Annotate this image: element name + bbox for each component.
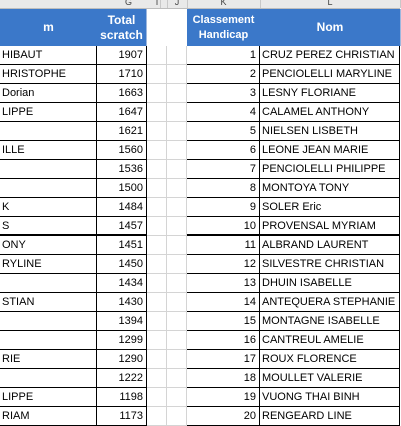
cell-total-scratch[interactable]: 1450 xyxy=(97,255,147,274)
cell-left-name[interactable]: K xyxy=(0,198,97,217)
table-row xyxy=(0,407,400,426)
cell-left-name[interactable] xyxy=(0,331,97,350)
cell-rank[interactable]: 3 xyxy=(187,84,260,103)
cell-empty-i[interactable] xyxy=(147,179,167,198)
cell-empty-j[interactable] xyxy=(167,65,187,84)
cell-empty-i[interactable] xyxy=(147,312,167,331)
cell-empty-i[interactable] xyxy=(147,103,167,122)
cell-left-name[interactable]: STIAN xyxy=(0,293,97,312)
cell-right-name[interactable]: PROVENSAL MYRIAM xyxy=(260,217,400,236)
cell-total-scratch[interactable]: 1222 xyxy=(97,369,147,388)
cell-right-name[interactable]: CRUZ PEREZ CHRISTIAN xyxy=(260,46,400,65)
cell-right-name[interactable]: CANTREUL AMELIE xyxy=(260,331,400,350)
cell-empty-i[interactable] xyxy=(147,274,167,293)
cell-rank[interactable]: 2 xyxy=(187,65,260,84)
cell-total-scratch[interactable]: 1173 xyxy=(97,407,147,426)
cell-rank[interactable]: 20 xyxy=(187,407,260,426)
cell-empty-i[interactable] xyxy=(147,293,167,312)
cell-empty-i[interactable] xyxy=(147,217,167,236)
cell-right-name[interactable]: ALBRAND LAURENT xyxy=(260,236,400,255)
cell-rank[interactable]: 10 xyxy=(187,217,260,236)
table-row xyxy=(0,198,400,217)
cell-empty-j[interactable] xyxy=(167,198,187,217)
cell-total-scratch[interactable]: 1560 xyxy=(97,141,147,160)
cell-left-name[interactable]: HIBAUT xyxy=(0,46,97,65)
cell-empty-i[interactable] xyxy=(147,369,167,388)
table-row xyxy=(0,65,400,84)
cell-left-name[interactable]: LIPPE xyxy=(0,388,97,407)
cell-empty-i[interactable] xyxy=(147,65,167,84)
cell-rank[interactable]: 15 xyxy=(187,312,260,331)
column-header-g[interactable]: G xyxy=(97,0,161,8)
cell-left-name[interactable] xyxy=(0,160,97,179)
cell-total-scratch[interactable]: 1907 xyxy=(97,46,147,65)
table-row xyxy=(0,217,400,236)
cell-right-name[interactable]: SOLER Eric xyxy=(260,198,400,217)
cell-empty-i[interactable] xyxy=(147,46,167,65)
table-row xyxy=(0,141,400,160)
cell-rank[interactable]: 14 xyxy=(187,293,260,312)
cell-empty-j[interactable] xyxy=(167,388,187,407)
column-header-bar xyxy=(0,0,400,9)
table-row xyxy=(0,312,400,331)
table-row xyxy=(0,236,400,255)
cell-total-scratch[interactable]: 1484 xyxy=(97,198,147,217)
cell-empty-j[interactable] xyxy=(167,84,187,103)
cell-rank[interactable]: 13 xyxy=(187,274,260,293)
cell-left-name[interactable]: S xyxy=(0,217,97,236)
table-row xyxy=(0,369,400,388)
cell-right-name[interactable]: MONTAGNE ISABELLE xyxy=(260,312,400,331)
cell-total-scratch[interactable]: 1451 xyxy=(97,236,147,255)
table-row xyxy=(0,84,400,103)
cell-rank[interactable]: 7 xyxy=(187,160,260,179)
column-header-i[interactable]: I xyxy=(147,0,168,8)
header-classement-handicap[interactable]: Classement Handicap xyxy=(187,9,261,46)
cell-rank[interactable]: 19 xyxy=(187,388,260,407)
cell-left-name[interactable]: ILLE xyxy=(0,141,97,160)
cell-total-scratch[interactable]: 1710 xyxy=(97,65,147,84)
column-header-j[interactable]: J xyxy=(167,0,188,8)
cell-rank[interactable]: 1 xyxy=(187,46,260,65)
cell-left-name[interactable]: RYLINE xyxy=(0,255,97,274)
cell-empty-i[interactable] xyxy=(147,255,167,274)
cell-empty-j[interactable] xyxy=(167,350,187,369)
cell-rank[interactable]: 8 xyxy=(187,179,260,198)
cell-right-name[interactable]: NIELSEN LISBETH xyxy=(260,122,400,141)
cell-rank[interactable]: 17 xyxy=(187,350,260,369)
table-row xyxy=(0,293,400,312)
cell-right-name[interactable]: LEONE JEAN MARIE xyxy=(260,141,400,160)
header-nom-right[interactable]: Nom xyxy=(260,9,401,46)
cell-empty-i[interactable] xyxy=(147,84,167,103)
cell-rank[interactable]: 11 xyxy=(187,236,260,255)
cell-left-name[interactable]: Dorian xyxy=(0,84,97,103)
cell-left-name[interactable] xyxy=(0,274,97,293)
cell-empty-j[interactable] xyxy=(167,236,187,255)
cell-left-name[interactable]: RIAM xyxy=(0,407,97,426)
cell-empty-j[interactable] xyxy=(167,179,187,198)
cell-total-scratch[interactable]: 1290 xyxy=(97,350,147,369)
cell-rank[interactable]: 6 xyxy=(187,141,260,160)
cell-left-name[interactable]: ONY xyxy=(0,236,97,255)
table-row xyxy=(0,103,400,122)
cell-right-name[interactable]: SILVESTRE CHRISTIAN xyxy=(260,255,400,274)
cell-empty-j[interactable] xyxy=(167,255,187,274)
cell-empty-j[interactable] xyxy=(167,293,187,312)
cell-right-name[interactable]: PENCIOLELLI PHILIPPE xyxy=(260,160,400,179)
cell-left-name[interactable] xyxy=(0,122,97,141)
cell-total-scratch[interactable]: 1500 xyxy=(97,179,147,198)
cell-empty-i[interactable] xyxy=(147,331,167,350)
cell-right-name[interactable]: ANTEQUERA STEPHANIE xyxy=(260,293,400,312)
cell-empty-j[interactable] xyxy=(167,369,187,388)
column-header-l[interactable]: L xyxy=(260,0,401,8)
cell-total-scratch[interactable]: 1621 xyxy=(97,122,147,141)
cell-total-scratch[interactable]: 1536 xyxy=(97,160,147,179)
cell-empty-i[interactable] xyxy=(147,141,167,160)
cell-empty-j[interactable] xyxy=(167,331,187,350)
cell-total-scratch[interactable]: 1647 xyxy=(97,103,147,122)
cell-empty-j[interactable] xyxy=(167,46,187,65)
cell-empty-j[interactable] xyxy=(167,122,187,141)
table-row xyxy=(0,350,400,369)
cell-right-name[interactable]: MOULLET VALERIE xyxy=(260,369,400,388)
cell-total-scratch[interactable]: 1434 xyxy=(97,274,147,293)
cell-total-scratch[interactable]: 1299 xyxy=(97,331,147,350)
cell-left-name[interactable] xyxy=(0,312,97,331)
cell-total-scratch[interactable]: 1663 xyxy=(97,84,147,103)
cell-empty-j[interactable] xyxy=(167,274,187,293)
cell-left-name[interactable]: LIPPE xyxy=(0,103,97,122)
cell-empty-i[interactable] xyxy=(147,236,167,255)
cell-total-scratch[interactable]: 1457 xyxy=(97,217,147,236)
table-row xyxy=(0,46,400,65)
cell-empty-i[interactable] xyxy=(147,407,167,426)
column-header-k[interactable]: K xyxy=(187,0,261,8)
cell-rank[interactable]: 12 xyxy=(187,255,260,274)
table-row xyxy=(0,122,400,141)
cell-rank[interactable]: 18 xyxy=(187,369,260,388)
cell-empty-j[interactable] xyxy=(167,217,187,236)
cell-left-name[interactable]: HRISTOPHE xyxy=(0,65,97,84)
header-total-scratch[interactable]: Total scratch xyxy=(97,9,147,46)
cell-empty-j[interactable] xyxy=(167,312,187,331)
cell-empty-j[interactable] xyxy=(167,103,187,122)
cell-total-scratch[interactable]: 1394 xyxy=(97,312,147,331)
cell-left-name[interactable] xyxy=(0,179,97,198)
cell-empty-j[interactable] xyxy=(167,160,187,179)
cell-right-name[interactable]: RENGEARD LINE xyxy=(260,407,400,426)
cell-empty-i[interactable] xyxy=(147,198,167,217)
cell-right-name[interactable]: PENCIOLELLI MARYLINE xyxy=(260,65,400,84)
cell-empty-i[interactable] xyxy=(147,122,167,141)
table-row xyxy=(0,255,400,274)
cell-right-name[interactable]: LESNY FLORIANE xyxy=(260,84,400,103)
cell-right-name[interactable]: VUONG THAI BINH xyxy=(260,388,400,407)
cell-total-scratch[interactable]: 1430 xyxy=(97,293,147,312)
table-row xyxy=(0,160,400,179)
table-row xyxy=(0,331,400,350)
cell-empty-j[interactable] xyxy=(167,141,187,160)
cell-empty-i[interactable] xyxy=(147,160,167,179)
cell-left-name[interactable] xyxy=(0,369,97,388)
cell-right-name[interactable]: MONTOYA TONY xyxy=(260,179,400,198)
cell-right-name[interactable]: ROUX FLORENCE xyxy=(260,350,400,369)
cell-empty-i[interactable] xyxy=(147,350,167,369)
table-row xyxy=(0,388,400,407)
cell-right-name[interactable]: DHUIN ISABELLE xyxy=(260,274,400,293)
table-row xyxy=(0,274,400,293)
cell-rank[interactable]: 9 xyxy=(187,198,260,217)
table-row xyxy=(0,179,400,198)
cell-rank[interactable]: 4 xyxy=(187,103,260,122)
cell-left-name[interactable]: RIE xyxy=(0,350,97,369)
cell-rank[interactable]: 16 xyxy=(187,331,260,350)
cell-total-scratch[interactable]: 1198 xyxy=(97,388,147,407)
cell-empty-j[interactable] xyxy=(167,407,187,426)
header-nom-left[interactable]: m xyxy=(0,9,98,46)
cell-rank[interactable]: 5 xyxy=(187,122,260,141)
cell-right-name[interactable]: CALAMEL ANTHONY xyxy=(260,103,400,122)
cell-empty-i[interactable] xyxy=(147,388,167,407)
